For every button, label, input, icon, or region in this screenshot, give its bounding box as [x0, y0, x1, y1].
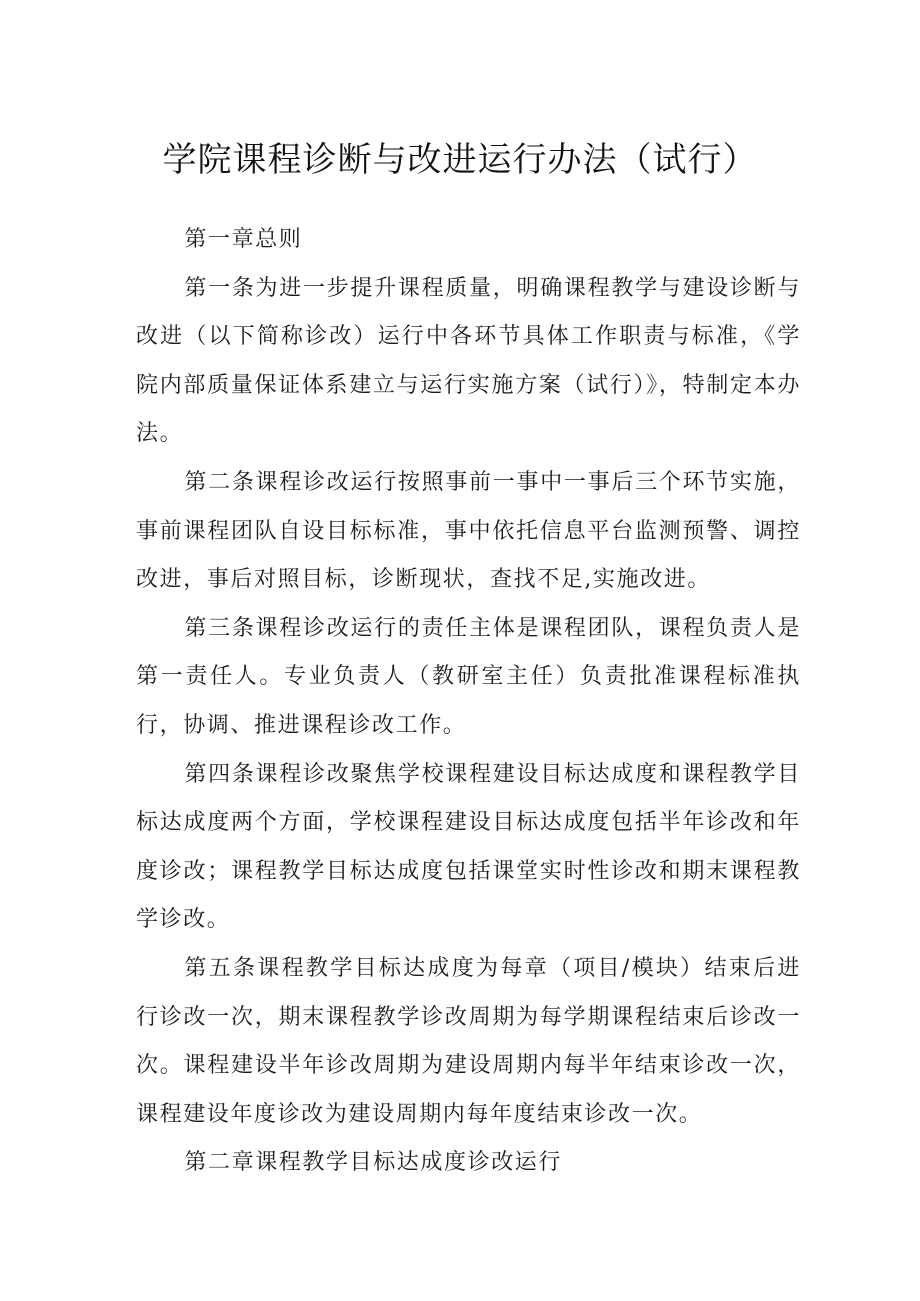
article-paragraph: 第二条课程诊改运行按照事前一事中一事后三个环节实施，事前课程团队自设目标标准，事中依托信息平台监测预警、调控改进，事后对照目标，诊断现状，查找不足,实施改进。 — [136, 469, 801, 593]
document-title: 学院课程诊断与改进运行办法（试行） — [162, 140, 758, 180]
chapter-heading: 第二章课程教学目标达成度诊改运行 — [184, 1150, 562, 1176]
article-paragraph: 第四条课程诊改聚焦学校课程建设目标达成度和课程教学目标达成度两个方面，学校课程建设目标达成度包括半年诊改和年度诊改；课程教学目标达成度包括课堂实时性诊改和期末课程教学诊改。 — [136, 761, 801, 933]
article-paragraph: 第一条为进一步提升课程质量，明确课程教学与建设诊断与改进（以下简称诊改）运行中各环节具体工作职责与标准，《学院内部质量保证体系建立与运行实施方案（试行）》，特制定本办法。 — [136, 275, 801, 447]
article-paragraph: 第三条课程诊改运行的责任主体是课程团队，课程负责人是第一责任人。专业负责人（教研室主任）负责批准课程标准执行，协调、推进课程诊改工作。 — [136, 615, 801, 738]
chapter-heading: 第一章总则 — [184, 227, 303, 252]
article-paragraph: 第五条课程教学目标达成度为每章（项目/模块）结束后进行诊改一次，期末课程教学诊改周期为每学期课程结束后诊改一次。课程建设半年诊改周期为建设周期内每半年结束诊改一次，课程建设年度诊改为建设周期内每年度结束诊改一次。 — [136, 955, 801, 1127]
document-body — [136, 216, 801, 1188]
